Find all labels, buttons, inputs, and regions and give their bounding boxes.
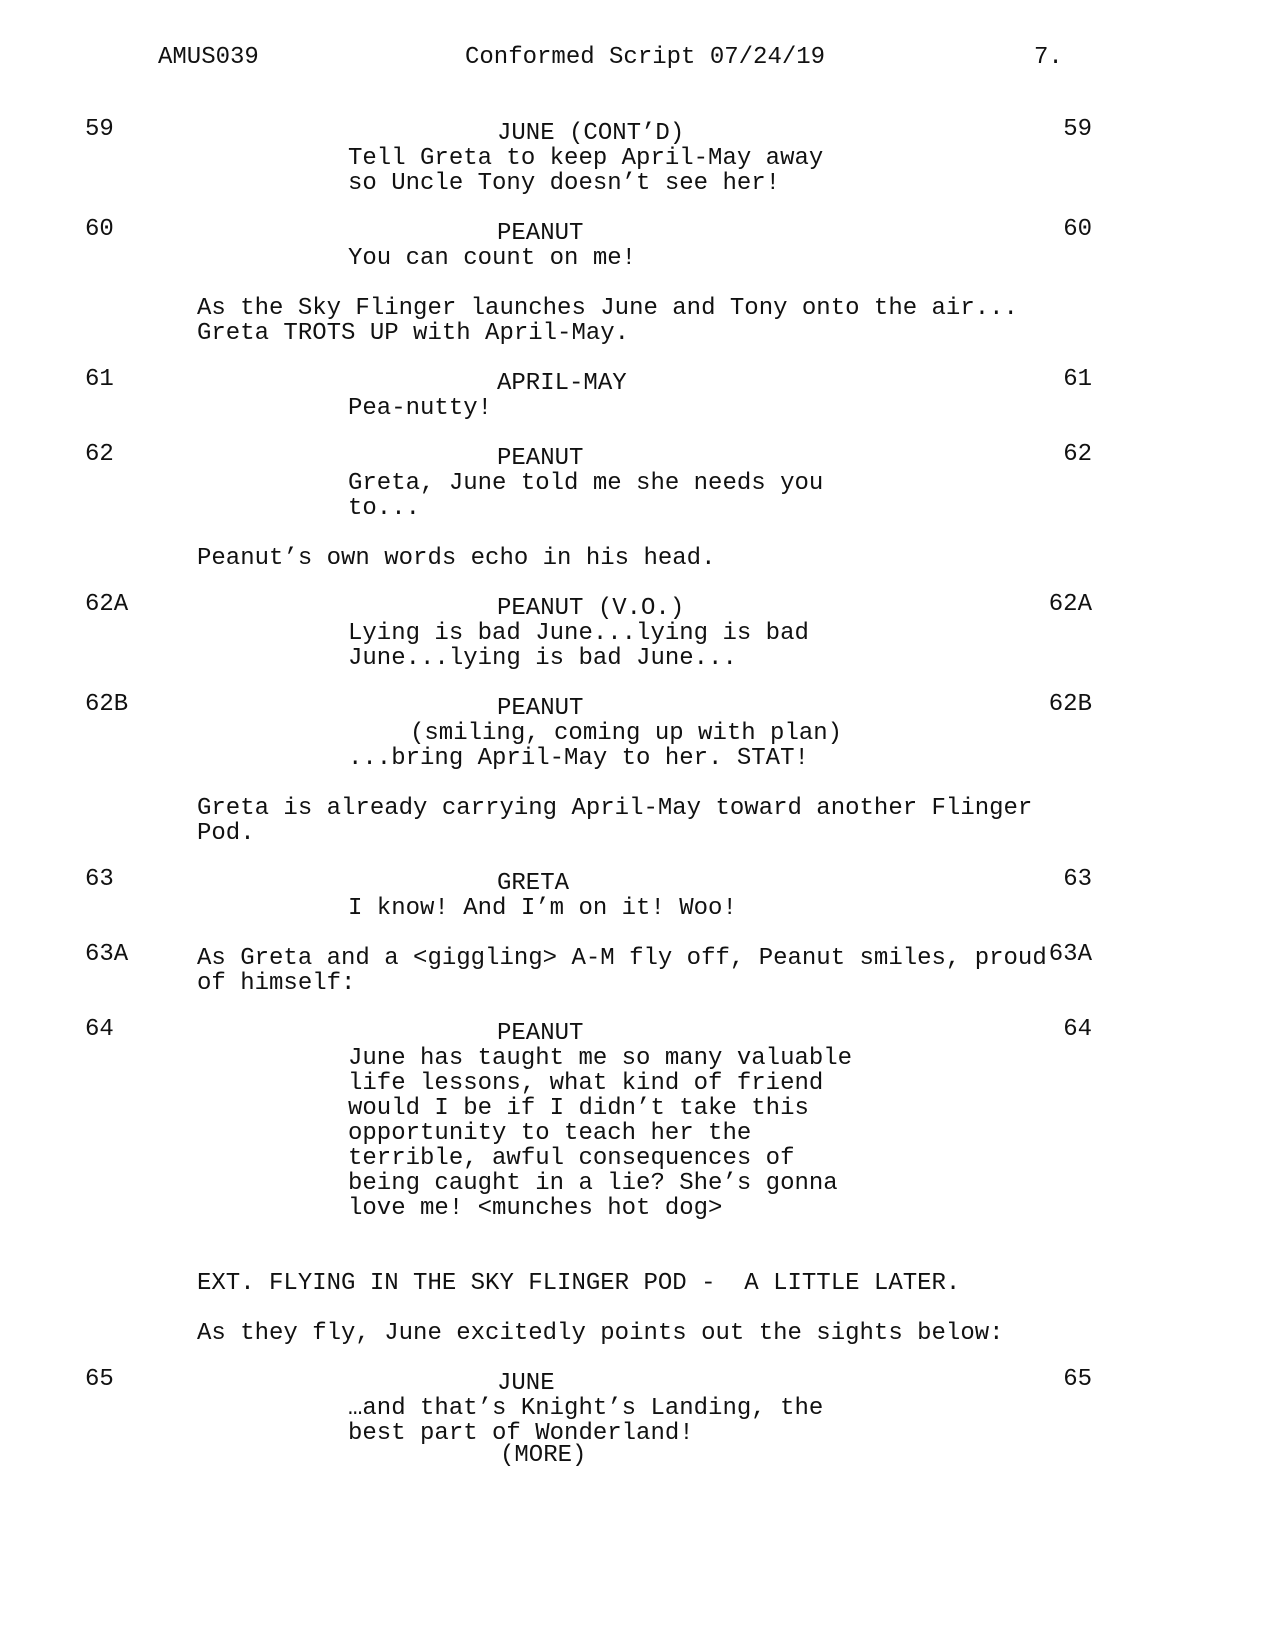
- scene-number-right: 65: [1063, 1366, 1092, 1393]
- scene-number-left: 59: [85, 116, 114, 143]
- dialogue-line: opportunity to teach her the: [348, 1120, 752, 1147]
- dialogue-line: …and that’s Knight’s Landing, the: [348, 1395, 824, 1422]
- dialogue-line: June has taught me so many valuable: [348, 1045, 853, 1072]
- action-line: As the Sky Flinger launches June and Tony onto the air...: [197, 295, 1018, 322]
- episode-code: AMUS039: [158, 44, 259, 71]
- dialogue-line: I know! And I’m on it! Woo!: [348, 895, 737, 922]
- scene-number-right: 61: [1063, 366, 1092, 393]
- scene-number-right: 62: [1063, 441, 1092, 468]
- scene-number-right: 62A: [1048, 591, 1092, 618]
- dialogue-line: ...bring April-May to her. STAT!: [348, 745, 809, 772]
- scene-number-left: 64: [85, 1016, 114, 1043]
- action-line: Greta is already carrying April-May toward another Flinger: [197, 795, 1033, 822]
- action-line: Peanut’s own words echo in his head.: [197, 545, 716, 572]
- dialogue-line: Pea-nutty!: [348, 395, 493, 422]
- scene-number-right: 59: [1063, 116, 1092, 143]
- action-line: of himself:: [197, 970, 356, 997]
- action-line: Pod.: [197, 820, 255, 847]
- character-name: PEANUT: [497, 695, 584, 722]
- scene-number-left: 65: [85, 1366, 114, 1393]
- character-name: JUNE (CONT’D): [497, 120, 685, 147]
- character-name: GRETA: [497, 870, 570, 897]
- dialogue-line: Tell Greta to keep April-May away: [348, 145, 824, 172]
- dialogue-line: Greta, June told me she needs you: [348, 470, 824, 497]
- dialogue-line: to...: [348, 495, 421, 522]
- dialogue-line: June...lying is bad June...: [348, 645, 737, 672]
- page-number: 7.: [1034, 44, 1063, 71]
- character-name: APRIL-MAY: [497, 370, 627, 397]
- dialogue-line: life lessons, what kind of friend: [348, 1070, 824, 1097]
- action-line: As Greta and a <giggling> A-M fly off, Peanut smiles, proud: [197, 945, 1047, 972]
- more-indicator: (MORE): [500, 1442, 587, 1469]
- character-name: PEANUT (V.O.): [497, 595, 685, 622]
- action-line: Greta TROTS UP with April-May.: [197, 320, 630, 347]
- scene-number-right: 63A: [1048, 941, 1092, 968]
- dialogue-line: You can count on me!: [348, 245, 637, 272]
- dialogue-line: love me! <munches hot dog>: [348, 1195, 723, 1222]
- dialogue-line: being caught in a lie? She’s gonna: [348, 1170, 838, 1197]
- draft-label: Conformed Script 07/24/19: [465, 44, 826, 71]
- scene-number-left: 63: [85, 866, 114, 893]
- scene-number-left: 61: [85, 366, 114, 393]
- dialogue-line: Lying is bad June...lying is bad: [348, 620, 809, 647]
- scene-number-right: 63: [1063, 866, 1092, 893]
- scene-number-left: 62A: [85, 591, 129, 618]
- character-name: JUNE: [497, 1370, 555, 1397]
- dialogue-line: would I be if I didn’t take this: [348, 1095, 809, 1122]
- action-line: As they fly, June excitedly points out the sights below:: [197, 1320, 1004, 1347]
- scene-number-left: 60: [85, 216, 114, 243]
- scene-number-left: 62B: [85, 691, 129, 718]
- scene-number-right: 62B: [1048, 691, 1092, 718]
- character-name: PEANUT: [497, 220, 584, 247]
- character-name: PEANUT: [497, 1020, 584, 1047]
- dialogue-line: best part of Wonderland!: [348, 1420, 694, 1447]
- scene-heading: EXT. FLYING IN THE SKY FLINGER POD - A LITTLE LATER.: [197, 1270, 961, 1297]
- character-name: PEANUT: [497, 445, 584, 472]
- parenthetical: (smiling, coming up with plan): [410, 720, 843, 747]
- scene-number-right: 60: [1063, 216, 1092, 243]
- scene-number-left: 63A: [85, 941, 129, 968]
- dialogue-line: so Uncle Tony doesn’t see her!: [348, 170, 781, 197]
- dialogue-line: terrible, awful consequences of: [348, 1145, 795, 1172]
- scene-number-right: 64: [1063, 1016, 1092, 1043]
- scene-number-left: 62: [85, 441, 114, 468]
